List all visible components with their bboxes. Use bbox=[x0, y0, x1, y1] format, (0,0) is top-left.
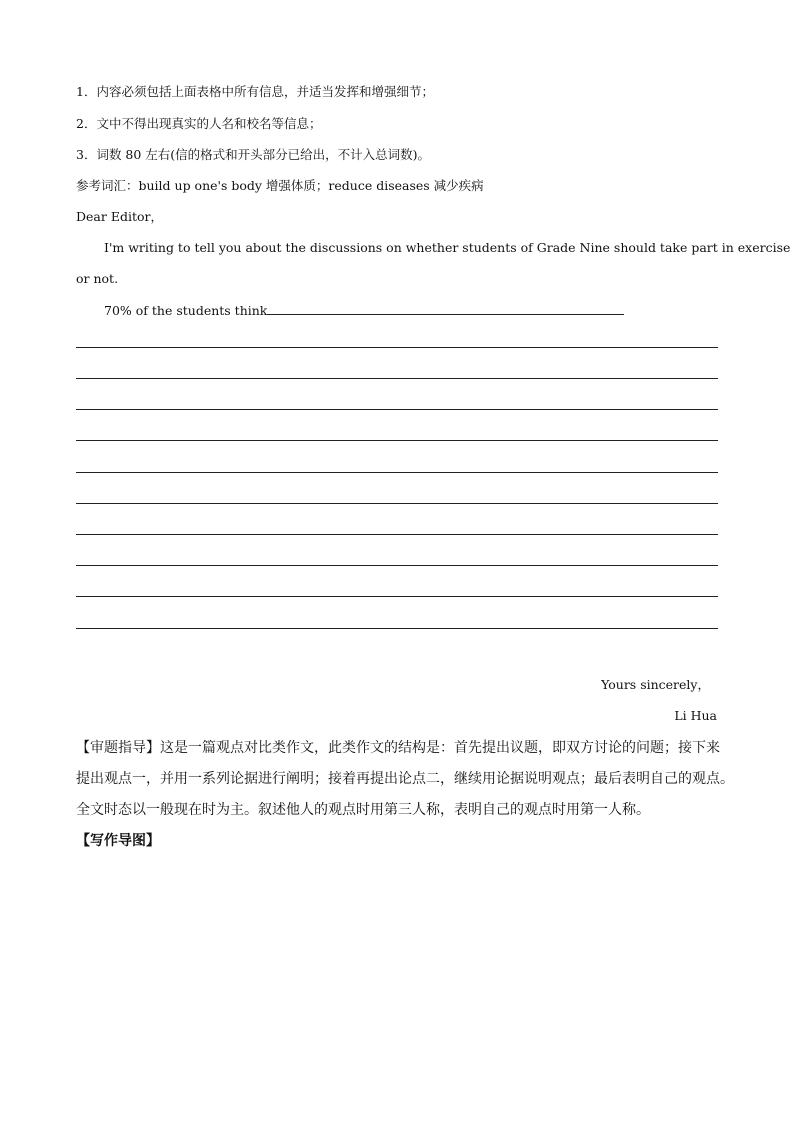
writing-blank-inline[interactable] bbox=[267, 304, 624, 315]
salutation: Dear Editor， bbox=[76, 209, 163, 224]
requirement-1: 1．内容必须包括上面表格中所有信息，并适当发挥和增强细节； bbox=[76, 84, 434, 99]
requirement-2: 2．文中不得出现真实的人名和校名等信息； bbox=[76, 116, 322, 131]
answer-line-4[interactable] bbox=[76, 440, 718, 441]
writing-prompt-line bbox=[104, 303, 624, 319]
answer-line-9[interactable] bbox=[76, 596, 718, 597]
guide-line-3: 全文时态以一般现在时为主。叙述他人的观点时用第三人称，表明自己的观点时用第一人称。 bbox=[76, 802, 650, 818]
opening-sentence-line2: or not. bbox=[76, 271, 119, 286]
answer-line-10[interactable] bbox=[76, 628, 718, 629]
closing: Yours sincerely， bbox=[601, 677, 710, 692]
signature: Li Hua bbox=[674, 708, 717, 723]
writing-prompt-text: 70% of the students think bbox=[104, 303, 268, 318]
mindmap-heading: 【写作导图】 bbox=[76, 833, 160, 849]
guide-line-2: 提出观点一，并用一系列论据进行阐明；接着再提出论点二，继续用论据说明观点；最后表明自己的观点。 bbox=[76, 771, 734, 787]
guide-line-1: 【审题指导】这是一篇观点对比类作文，此类作文的结构是：首先提出议题，即双方讨论的问题；接下来 bbox=[76, 740, 720, 756]
opening-sentence-line1: I'm writing to tell you about the discussions on whether students of Grade Nine should take part in exercise bbox=[104, 240, 791, 255]
answer-line-6[interactable] bbox=[76, 503, 718, 504]
answer-line-8[interactable] bbox=[76, 565, 718, 566]
reference-vocabulary: 参考词汇：build up one's body 增强体质；reduce diseases 减少疾病 bbox=[76, 178, 484, 193]
answer-line-5[interactable] bbox=[76, 472, 718, 473]
answer-line-1[interactable] bbox=[76, 347, 718, 348]
answer-line-2[interactable] bbox=[76, 378, 718, 379]
answer-line-3[interactable] bbox=[76, 409, 718, 410]
requirement-3: 3．词数 80 左右(信的格式和开头部分已给出，不计入总词数)。 bbox=[76, 147, 431, 162]
answer-line-7[interactable] bbox=[76, 534, 718, 535]
